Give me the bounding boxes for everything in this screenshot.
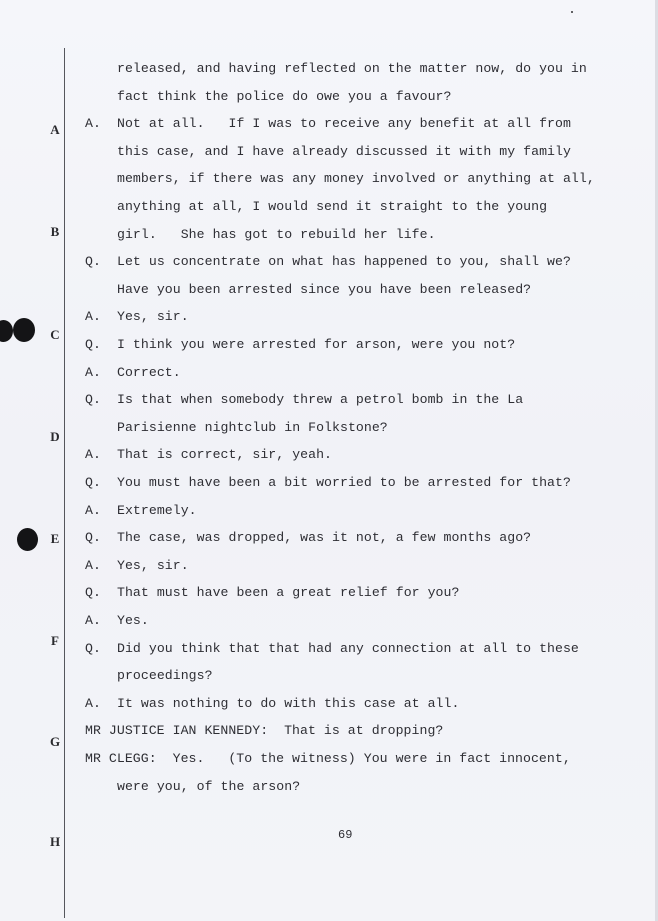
punch-hole-icon bbox=[17, 528, 38, 551]
margin-letter-b: B bbox=[50, 224, 60, 239]
qa-label: A. bbox=[85, 695, 101, 711]
punch-hole-icon bbox=[13, 318, 35, 342]
line-text: That is correct, sir, yeah. bbox=[117, 447, 333, 463]
line-text: Have you been arrested since you have been released? bbox=[117, 281, 532, 297]
line-text: I think you were arrested for arson, were you not? bbox=[117, 337, 516, 352]
line-text: MR CLEGG: Yes. (To the witness) You were in fact innocent, bbox=[85, 751, 571, 766]
line-text: this case, and I have already discussed it with my family bbox=[117, 143, 571, 159]
qa-label: A. bbox=[85, 116, 101, 132]
qa-label: Q. bbox=[85, 254, 101, 270]
line-text: Yes, sir. bbox=[117, 557, 189, 573]
qa-label: A. bbox=[85, 502, 101, 518]
punch-hole-icon bbox=[0, 320, 13, 342]
line-text: That must have been a great relief for you? bbox=[117, 585, 460, 601]
qa-label: Q. bbox=[85, 530, 101, 546]
line-text: The case, was dropped, was it not, a few months ago? bbox=[117, 530, 532, 546]
margin-letter-c: C bbox=[50, 327, 60, 342]
margin-letter-d: D bbox=[50, 429, 60, 444]
line-text: anything at all, I would send it straight to the young bbox=[117, 199, 548, 214]
qa-label: A. bbox=[85, 613, 101, 628]
line-text: Is that when somebody threw a petrol bomb in the La bbox=[117, 392, 524, 408]
margin-rule bbox=[64, 48, 65, 918]
line-text: You must have been a bit worried to be arrested for that? bbox=[117, 475, 571, 490]
scan-speck bbox=[571, 11, 573, 13]
line-text: Not at all. If I was to receive any benefit at all from bbox=[117, 116, 571, 132]
margin-letter-e: E bbox=[50, 531, 60, 546]
margin-letter-a: A bbox=[50, 122, 60, 137]
line-text: fact think the police do owe you a favour? bbox=[117, 88, 452, 104]
line-text: Let us concentrate on what has happened to you, shall we? bbox=[117, 254, 571, 270]
margin-letter-f: F bbox=[51, 633, 59, 648]
page-number: 69 bbox=[338, 828, 353, 842]
line-text: were you, of the arson? bbox=[117, 778, 301, 794]
qa-label: Q. bbox=[85, 640, 101, 656]
line-text: girl. She has got to rebuild her life. bbox=[117, 226, 436, 242]
line-text: Extremely. bbox=[117, 502, 197, 518]
qa-label: A. bbox=[85, 309, 101, 325]
qa-label: A. bbox=[85, 364, 101, 380]
qa-label: Q. bbox=[85, 337, 101, 352]
line-text: Parisienne nightclub in Folkstone? bbox=[117, 419, 388, 435]
line-text: MR JUSTICE IAN KENNEDY: That is at dropping? bbox=[85, 723, 444, 739]
line-text: Yes. bbox=[117, 613, 149, 628]
margin-letter-h: H bbox=[49, 834, 61, 849]
line-text: Did you think that that had any connection at all to these bbox=[117, 640, 579, 656]
line-text: members, if there was any money involved or anything at all, bbox=[117, 171, 595, 187]
line-text: released, and having reflected on the matter now, do you in bbox=[117, 61, 587, 76]
qa-label: Q. bbox=[85, 585, 101, 601]
margin-letter-g: G bbox=[49, 734, 61, 749]
qa-label: A. bbox=[85, 447, 101, 463]
qa-label: Q. bbox=[85, 392, 101, 408]
line-text: proceedings? bbox=[117, 668, 213, 684]
line-text: Yes, sir. bbox=[117, 309, 189, 325]
qa-label: Q. bbox=[85, 475, 101, 490]
line-text: Correct. bbox=[117, 364, 181, 380]
line-text: It was nothing to do with this case at all. bbox=[117, 695, 460, 711]
qa-label: A. bbox=[85, 557, 101, 573]
